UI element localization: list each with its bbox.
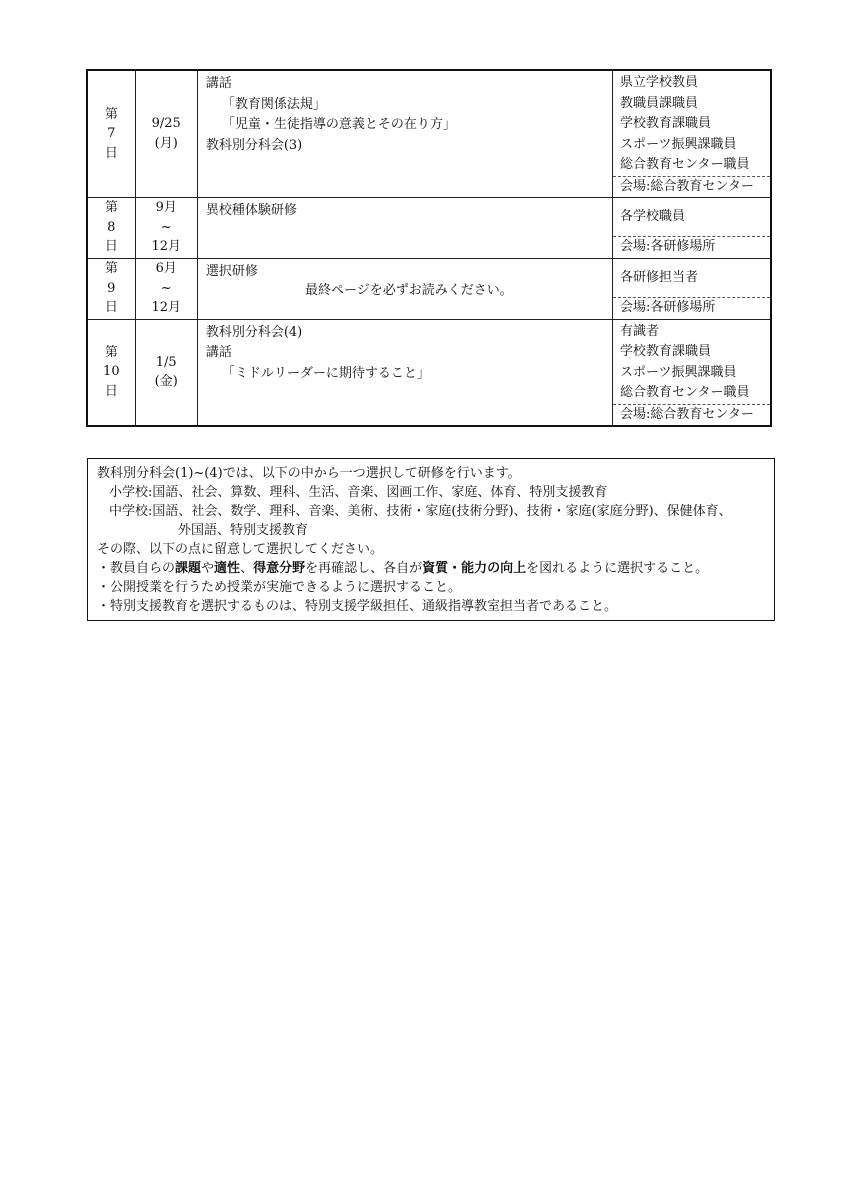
bullet-text: 、 xyxy=(240,561,254,576)
staff-item: 学校教育課職員 xyxy=(620,344,712,359)
venue-text: 会場:各研修場所 xyxy=(613,236,770,257)
staff-item: 各研修担当者 xyxy=(620,269,699,285)
venue-text: 会場:各研修場所 xyxy=(613,297,770,318)
staff-item: 県立学校教員 xyxy=(620,75,699,90)
date-range-mark: ~ xyxy=(160,219,172,235)
content-line: 教科別分科会(3) xyxy=(205,137,303,153)
day-label: 第 xyxy=(104,261,118,277)
date-text: 9/25 xyxy=(151,116,181,132)
staff-cell xyxy=(613,70,771,197)
day-number: 9 xyxy=(107,280,116,296)
date-text: 1/5 xyxy=(155,354,177,370)
content-line: 「教育関係法規」 xyxy=(221,96,326,112)
bullet-emphasis: 資質・能力の向上 xyxy=(422,561,527,576)
staff-item: 教職員課職員 xyxy=(620,95,699,111)
junior-high-subjects: 中学校:国語、社会、数学、理科、音楽、美術、技術・家庭(技術分野)、技術・家庭(家庭分野)、保健体育、 xyxy=(109,504,732,519)
content-cell xyxy=(197,70,612,197)
content-cell xyxy=(197,197,612,258)
day-label: 日 xyxy=(104,239,118,255)
date-cell xyxy=(135,197,197,258)
bullet-emphasis: 得意分野 xyxy=(253,561,306,576)
content-line: 異校種体験研修 xyxy=(205,202,297,218)
day-cell xyxy=(87,197,135,258)
bullet-text: や xyxy=(201,561,215,576)
venue-text: 会場:総合教育センター xyxy=(613,404,770,425)
staff-item: スポーツ振興課職員 xyxy=(620,136,737,152)
staff-item: スポーツ振興課職員 xyxy=(620,364,737,380)
content-line: 講話 xyxy=(205,76,232,91)
schedule-table xyxy=(86,69,772,427)
day-label: 第 xyxy=(104,344,118,360)
day-label: 日 xyxy=(104,300,118,316)
date-text: 12月 xyxy=(151,239,181,255)
staff-item: 学校教育課職員 xyxy=(620,116,712,131)
bullet-emphasis: 適性 xyxy=(214,561,241,576)
table-row xyxy=(87,258,771,319)
bullet-text: ・教員自らの xyxy=(97,561,176,576)
day-label: 第 xyxy=(104,106,118,122)
subject-selection-notes xyxy=(87,458,775,621)
staff-cell xyxy=(613,319,771,426)
table-row xyxy=(87,70,771,197)
day-label: 日 xyxy=(104,383,118,399)
table-row xyxy=(87,319,771,426)
bullet-emphasis: 課題 xyxy=(175,561,202,576)
notes-bullet xyxy=(97,559,766,578)
staff-cell xyxy=(613,258,771,319)
notes-intro: 教科別分科会(1)~(4)では、以下の中から一つ選択して研修を行います。 xyxy=(97,466,521,481)
day-number: 7 xyxy=(107,126,116,141)
day-number: 8 xyxy=(107,219,116,235)
day-label: 日 xyxy=(104,145,118,161)
staff-item: 各学校職員 xyxy=(620,208,686,224)
date-text: 12月 xyxy=(151,300,181,316)
notes-bullet: ・公開授業を行うため授業が実施できるように選択すること。 xyxy=(97,580,462,595)
content-line: 「ミドルリーダーに期待すること」 xyxy=(221,365,430,381)
day-cell xyxy=(87,258,135,319)
venue-text: 会場:総合教育センター xyxy=(613,176,770,197)
table-row xyxy=(87,197,771,258)
notes-caution: その際、以下の点に留意して選択してください。 xyxy=(97,542,384,557)
junior-high-subjects-cont: 外国語、特別支援教育 xyxy=(178,523,309,538)
day-label: 第 xyxy=(104,200,118,216)
date-text: 6月 xyxy=(155,261,177,277)
day-cell xyxy=(87,319,135,426)
date-text: 9月 xyxy=(155,200,177,216)
date-range-mark: ~ xyxy=(160,280,172,296)
bullet-text: を図れるように選択すること。 xyxy=(526,561,709,576)
notes-bullet: ・特別支援教育を選択するものは、特別支援学級担任、通級指導教室担当者であること。 xyxy=(97,599,618,614)
content-line: 講話 xyxy=(205,345,232,360)
weekday-text: (金) xyxy=(154,374,178,389)
content-cell xyxy=(197,319,612,426)
bullet-text: を再確認し、各自が xyxy=(305,561,423,576)
date-cell xyxy=(135,319,197,426)
content-line: 「児童・生徒指導の意義とその在り方」 xyxy=(221,117,456,132)
content-cell xyxy=(197,258,612,319)
date-cell xyxy=(135,258,197,319)
content-line: 教科別分科会(4) xyxy=(205,324,303,340)
date-cell xyxy=(135,70,197,197)
instruction-note: 最終ページを必ずお読みください。 xyxy=(305,283,513,298)
elementary-subjects: 小学校:国語、社会、算数、理科、生活、音楽、図画工作、家庭、体育、特別支援教育 xyxy=(109,485,608,500)
day-cell xyxy=(87,70,135,197)
staff-item: 総合教育センター職員 xyxy=(620,157,750,172)
day-number: 10 xyxy=(103,364,120,380)
staff-item: 総合教育センター職員 xyxy=(620,385,750,400)
staff-item: 有識者 xyxy=(620,323,660,339)
weekday-text: (月) xyxy=(154,135,178,151)
content-line: 選択研修 xyxy=(205,263,258,279)
staff-cell xyxy=(613,197,771,258)
